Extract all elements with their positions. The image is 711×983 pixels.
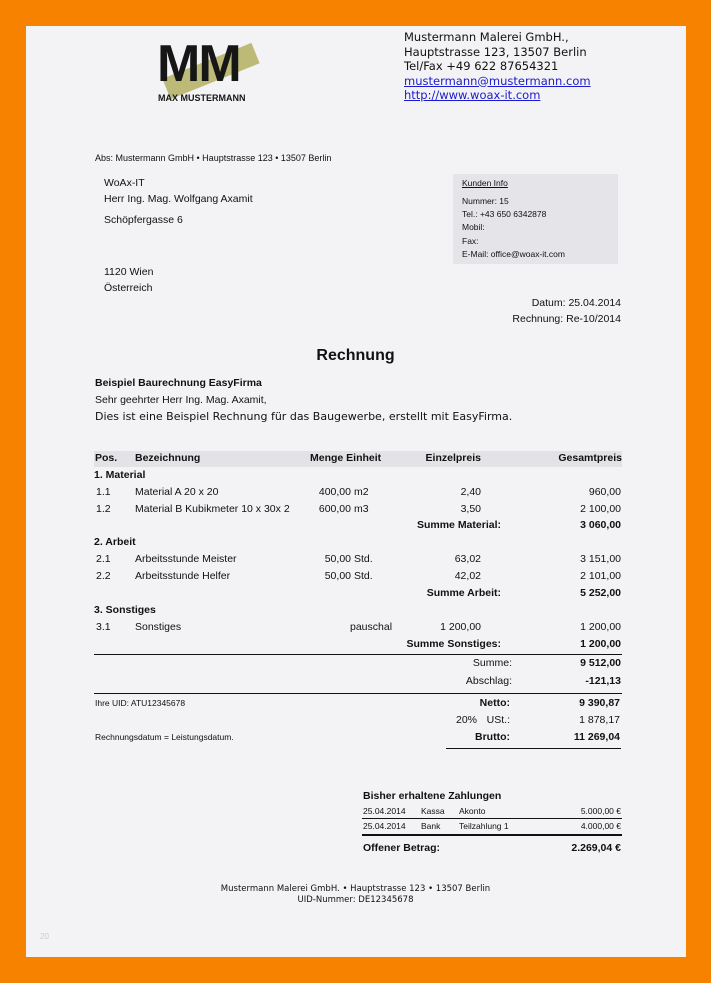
recipient-person: Herr Ing. Mag. Wolfgang Axamit (104, 193, 253, 205)
net-value: 9 390,87 (579, 697, 620, 709)
open-amount-value: 2.269,04 € (571, 842, 621, 854)
intro-text: Dies ist eine Beispiel Rechnung für das Baugewerbe, erstellt mit EasyFirma. (95, 410, 513, 423)
payment-amount: 5.000,00 € (580, 806, 621, 816)
payment-type: Teilzahlung 1 (459, 821, 509, 831)
gross-label: Brutto: (475, 731, 510, 743)
item-unit-price: 3,50 (460, 502, 481, 515)
divider (362, 818, 622, 819)
payments-title: Bisher erhaltene Zahlungen (363, 790, 502, 802)
page-number: 20 (40, 932, 49, 941)
payment-method: Bank (421, 821, 441, 831)
group-sum: 5 252,00 (580, 586, 621, 599)
footer-uid: UID-Nummer: DE12345678 (297, 895, 414, 905)
sum-label: Summe: (472, 657, 512, 669)
logo-name: MAX MUSTERMANN (158, 93, 246, 103)
customer-uid: Ihre UID: ATU12345678 (95, 698, 186, 708)
date-note: Rechnungsdatum = Leistungsdatum. (95, 732, 234, 742)
logo-letters: MM (157, 38, 240, 90)
discount-value: -121,13 (585, 675, 621, 687)
sum-value: 9 512,00 (580, 657, 621, 669)
item-unit-price: 42,02 (454, 570, 481, 583)
group-sum-label: Summe Arbeit: (426, 586, 501, 599)
item-desc: Material B Kubikmeter 10 x 30x 2 (135, 502, 290, 515)
customer-number: Nummer: 15 (462, 196, 509, 206)
sender-web-link[interactable]: http://www.woax-it.com (404, 88, 541, 102)
item-unit: pauschal (350, 620, 393, 633)
recipient-street: Schöpfergasse 6 (104, 214, 183, 226)
greeting: Sehr geehrter Herr Ing. Mag. Axamit, (95, 394, 267, 406)
sender-name: Mustermann Malerei GmbH., (404, 30, 569, 44)
document-title: Rechnung (316, 347, 395, 364)
item-pos: 2.1 (96, 553, 111, 566)
divider (362, 834, 622, 836)
sender-block (404, 30, 591, 103)
payment-method: Kassa (421, 806, 445, 816)
item-total: 2 101,00 (580, 570, 621, 583)
item-total: 960,00 (588, 486, 621, 498)
item-total: 1 200,00 (580, 620, 621, 633)
net-label: Netto: (479, 697, 510, 709)
payment-date: 25.04.2014 (363, 806, 406, 816)
footer-address: Mustermann Malerei GmbH. • Hauptstrasse 123 • 13507 Berlin (220, 884, 491, 894)
customer-info-title: Kunden Info (462, 178, 508, 188)
item-unit: m3 (354, 502, 369, 515)
group-sum-label: Summe Material: (416, 519, 501, 532)
payment-date: 25.04.2014 (363, 821, 406, 831)
group-sum: 3 060,00 (580, 519, 621, 532)
recipient-city: 1120 Wien (104, 266, 154, 278)
return-address: Abs: Mustermann GmbH • Hauptstrasse 123 • 13507 Berlin (95, 153, 332, 163)
recipient-country: Österreich (104, 282, 153, 294)
discount-label: Abschlag: (465, 675, 512, 687)
item-total: 3 151,00 (580, 553, 621, 566)
header-unit-price: Einzelpreis (425, 452, 481, 464)
open-amount-label: Offener Betrag: (363, 842, 441, 854)
vat-value: 1 878,17 (579, 714, 620, 726)
group-title: 1. Material (94, 469, 146, 481)
payment-amount: 4.000,00 € (580, 821, 621, 831)
gross-value: 11 269,04 (573, 731, 620, 743)
header-desc: Bezeichnung (135, 452, 201, 464)
item-desc: Material A 20 x 20 (135, 486, 219, 498)
item-total: 2 100,00 (580, 502, 621, 515)
item-pos: 1.1 (96, 486, 111, 498)
group-title: 2. Arbeit (94, 536, 136, 549)
divider (94, 654, 622, 655)
header-qty: Menge Einheit (310, 452, 382, 464)
vat-rate: 20% (456, 714, 478, 726)
header-pos: Pos. (95, 452, 118, 464)
customer-info-box (453, 174, 618, 264)
subject: Beispiel Baurechnung EasyFirma (95, 377, 262, 389)
footer (0, 884, 711, 906)
divider (94, 693, 622, 694)
group-title: 3. Sonstiges (94, 603, 156, 616)
item-qty: 600,00 (318, 502, 351, 515)
header-total: Gesamtpreis (558, 452, 622, 464)
invoice-number: Rechnung: Re-10/2014 (512, 313, 621, 325)
item-qty: 400,00 (318, 486, 351, 498)
sender-phone: Tel/Fax +49 622 87654321 (404, 59, 559, 73)
item-unit-price: 2,40 (460, 486, 481, 498)
item-pos: 3.1 (96, 620, 111, 633)
item-unit: m2 (354, 486, 369, 498)
item-desc: Arbeitsstunde Meister (135, 553, 237, 566)
divider (446, 748, 621, 749)
customer-mobile: Mobil: (462, 222, 485, 232)
item-unit-price: 63,02 (454, 553, 481, 566)
invoice-date: Datum: 25.04.2014 (531, 297, 621, 309)
recipient-company: WoAx-IT (104, 177, 145, 189)
payment-type: Akonto (459, 806, 486, 816)
vat-label: USt.: (486, 714, 510, 726)
item-qty: 50,00 (324, 553, 351, 566)
sender-email-link[interactable]: mustermann@mustermann.com (404, 73, 591, 88)
item-pos: 1.2 (96, 502, 111, 515)
logo (155, 38, 260, 106)
item-desc: Arbeitsstunde Helfer (135, 570, 231, 583)
item-qty: 50,00 (324, 570, 351, 583)
item-pos: 2.2 (96, 570, 111, 583)
item-unit-price: 1 200,00 (440, 620, 481, 633)
item-unit: Std. (354, 570, 373, 583)
item-desc: Sonstiges (135, 620, 182, 633)
customer-tel: Tel.: +43 650 6342878 (462, 209, 547, 219)
customer-email: E-Mail: office@woax-it.com (462, 249, 565, 259)
sender-street: Hauptstrasse 123, 13507 Berlin (404, 44, 587, 59)
group-sum: 1 200,00 (580, 637, 621, 650)
customer-fax: Fax: (462, 236, 479, 246)
group-sum-label: Summe Sonstiges: (406, 637, 501, 650)
item-unit: Std. (354, 553, 373, 566)
